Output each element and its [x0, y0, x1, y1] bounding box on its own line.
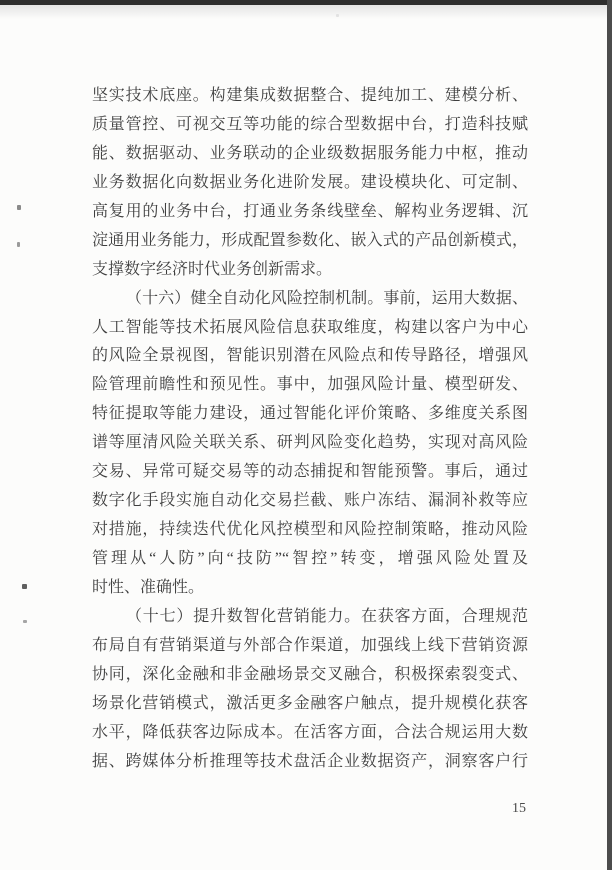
text-line: 能、数据驱动、业务联动的企业级数据服务能力中枢，推动 [92, 144, 528, 162]
scan-speck [22, 584, 27, 589]
text-line: 质量管控、可视交互等功能的综合型数据中台，打造科技赋 [92, 115, 528, 133]
text-line: 布局自有营销渠道与外部合作渠道，加强线上线下营销资源 [92, 636, 528, 654]
text-line: 谱等厘清风险关联关系、研判风险变化趋势，实现对高风险 [92, 434, 528, 452]
text-line: 业务数据化向数据业务化进阶发展。建设模块化、可定制、 [92, 173, 528, 191]
scan-right-edge [607, 0, 612, 870]
scan-speck [17, 205, 21, 210]
body-text [92, 82, 528, 777]
page-number: 15 [512, 801, 526, 816]
text-line: 数字化手段实施自动化交易拦截、账户冻结、漏洞补救等应 [92, 492, 528, 510]
text-line: 险管理前瞻性和预见性。事中，加强风险计量、模型研发、 [92, 376, 528, 394]
text-line: （十六）健全自动化风险控制机制。事前，运用大数据、 [126, 289, 528, 307]
text-line: 对措施，持续迭代优化风控模型和风险控制策略，推动风险 [92, 521, 528, 539]
text-line: 高复用的业务中台，打通业务条线壁垒、解构业务逻辑、沉 [92, 202, 528, 220]
text-line: 支撑数字经济时代业务创新需求。 [92, 260, 333, 278]
text-line: 交易、异常可疑交易等的动态捕捉和智能预警。事后，通过 [92, 463, 528, 481]
scan-speck [23, 620, 27, 623]
text-line: 特征提取等能力建设，通过智能化评价策略、多维度关系图 [92, 405, 528, 423]
text-line: 人工智能等技术拓展风险信息获取维度，构建以客户为中心 [92, 318, 528, 336]
text-line: 管理从“人防”向“技防”“智控”转变，增强风险处置及 [92, 550, 528, 567]
text-line: 据、跨媒体分析推理等技术盘活企业数据资产，洞察客户行 [92, 752, 528, 770]
text-line: 时性、准确性。 [92, 578, 205, 596]
text-line: 坚实技术底座。构建集成数据整合、提纯加工、建模分析、 [92, 87, 528, 104]
text-line: 淀通用业务能力，形成配置参数化、嵌入式的产品创新模式， [92, 231, 528, 249]
text-line: 协同，深化金融和非金融场景交叉融合，积极探索裂变式、 [92, 665, 528, 683]
text-line: 场景化营销模式，激活更多金融客户触点，提升规模化获客 [92, 694, 528, 712]
text-line: 水平，降低获客边际成本。在活客方面，合法合规运用大数 [92, 723, 528, 741]
text-line: 的风险全景视图，智能识别潜在风险点和传导路径，增强风 [92, 347, 528, 365]
scan-top-shadow [0, 5, 612, 19]
scan-speck [336, 14, 339, 17]
text-line: （十七）提升数智化营销能力。在获客方面，合理规范 [126, 607, 528, 625]
scan-speck [17, 242, 20, 247]
